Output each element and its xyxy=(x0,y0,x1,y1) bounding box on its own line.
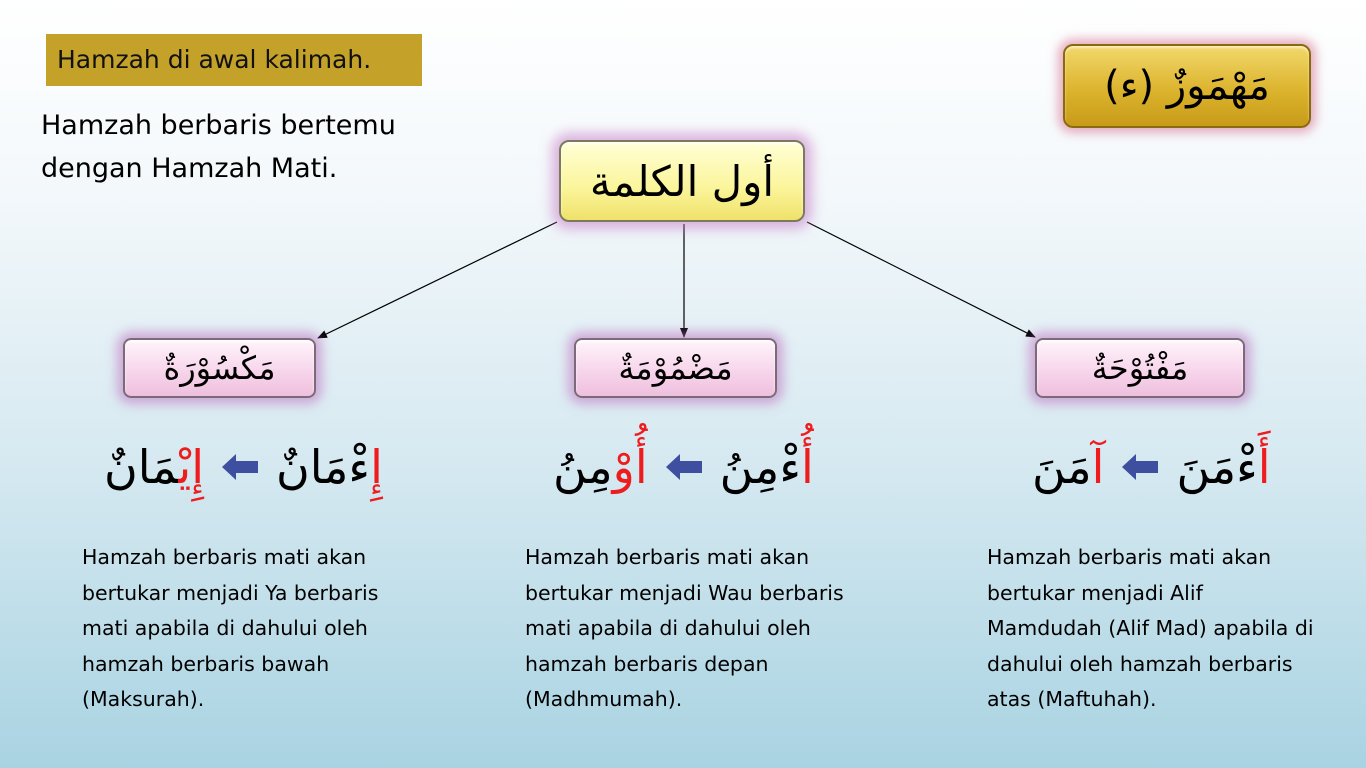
description-line: Hamzah berbaris mati akan xyxy=(82,545,367,569)
arrow-left-icon xyxy=(666,454,702,480)
example-result-rest: مِنُ xyxy=(553,440,613,494)
example-original-rest: ءْمِنُ xyxy=(719,440,801,494)
description-line: mati apabila di dahului oleh xyxy=(525,616,811,640)
description-line: Mamdudah (Alif Mad) apabila di xyxy=(987,616,1314,640)
example-original-red-part: إِ xyxy=(370,440,383,494)
section-title-text: Hamzah di awal kalimah. xyxy=(57,45,372,74)
example-result-word xyxy=(104,440,204,494)
description-line: dahului oleh hamzah berbaris xyxy=(987,651,1293,676)
description-maftuhah xyxy=(987,540,1337,718)
arrow-left-icon xyxy=(222,454,258,480)
arrow-left-icon xyxy=(1122,454,1158,480)
example-original-word xyxy=(1176,440,1270,494)
example-result-rest: مَنَ xyxy=(1032,440,1092,494)
description-line: bertukar menjadi Wau berbaris xyxy=(525,580,844,605)
example-result-word xyxy=(553,440,648,494)
subtitle-line-2: dengan Hamzah Mati. xyxy=(41,153,338,184)
example-result-word xyxy=(1032,440,1104,494)
mahmuz-badge-text: مَهْمَوزٌ (ء) xyxy=(1104,63,1270,109)
category-label-maftuhah: مَفْتُوْحَةٌ xyxy=(1091,349,1189,387)
root-box-text: أول الكلمة xyxy=(589,156,775,206)
section-title-label xyxy=(46,34,422,86)
description-maksurah xyxy=(82,540,432,718)
example-original-red-part: أَ xyxy=(1257,440,1271,494)
category-box-maksurah xyxy=(123,338,316,398)
example-original-word xyxy=(720,440,814,494)
example-maksurah xyxy=(104,432,383,502)
example-original-word xyxy=(276,440,383,494)
description-line: (Maksurah). xyxy=(82,687,205,711)
description-line: bertukar menjadi Alif xyxy=(987,580,1203,605)
category-box-madhmumah xyxy=(574,338,777,398)
root-box-awal-kalimah xyxy=(559,140,805,222)
description-line: atas (Maftuhah). xyxy=(987,687,1157,711)
example-original-red-part: أُ xyxy=(800,440,814,494)
category-label-madhmumah: مَضْمُوْمَةٌ xyxy=(618,349,733,387)
connector-right xyxy=(807,222,1035,337)
description-line: bertukar menjadi Ya berbaris xyxy=(82,580,379,605)
example-original-rest: ءْمَانٌ xyxy=(275,440,371,494)
description-line: hamzah berbaris bawah xyxy=(82,651,330,676)
example-result-rest: مَانٌ xyxy=(104,440,179,494)
example-original-rest: ءْمَنَ xyxy=(1176,440,1258,494)
description-madhmumah xyxy=(525,540,875,718)
example-result-red-part: أُوْ xyxy=(612,440,648,494)
category-label-maksurah: مَكْسُوْرَةٌ xyxy=(163,349,276,387)
description-line: mati apabila di dahului oleh xyxy=(82,616,368,640)
description-line: Hamzah berbaris mati akan xyxy=(987,545,1272,569)
example-result-red-part: آ xyxy=(1091,440,1105,494)
description-line: (Madhmumah). xyxy=(525,687,683,711)
description-line: Hamzah berbaris mati akan xyxy=(525,545,810,569)
description-line: hamzah berbaris depan xyxy=(525,651,769,676)
example-maftuhah xyxy=(1032,432,1271,502)
connector-left xyxy=(318,222,557,338)
category-box-maftuhah xyxy=(1035,338,1245,398)
subtitle xyxy=(41,104,461,190)
example-madhmumah xyxy=(553,432,814,502)
subtitle-line-1: Hamzah berbaris bertemu xyxy=(41,110,396,141)
example-result-red-part: إِيْ xyxy=(178,440,204,494)
mahmuz-badge xyxy=(1063,44,1311,128)
